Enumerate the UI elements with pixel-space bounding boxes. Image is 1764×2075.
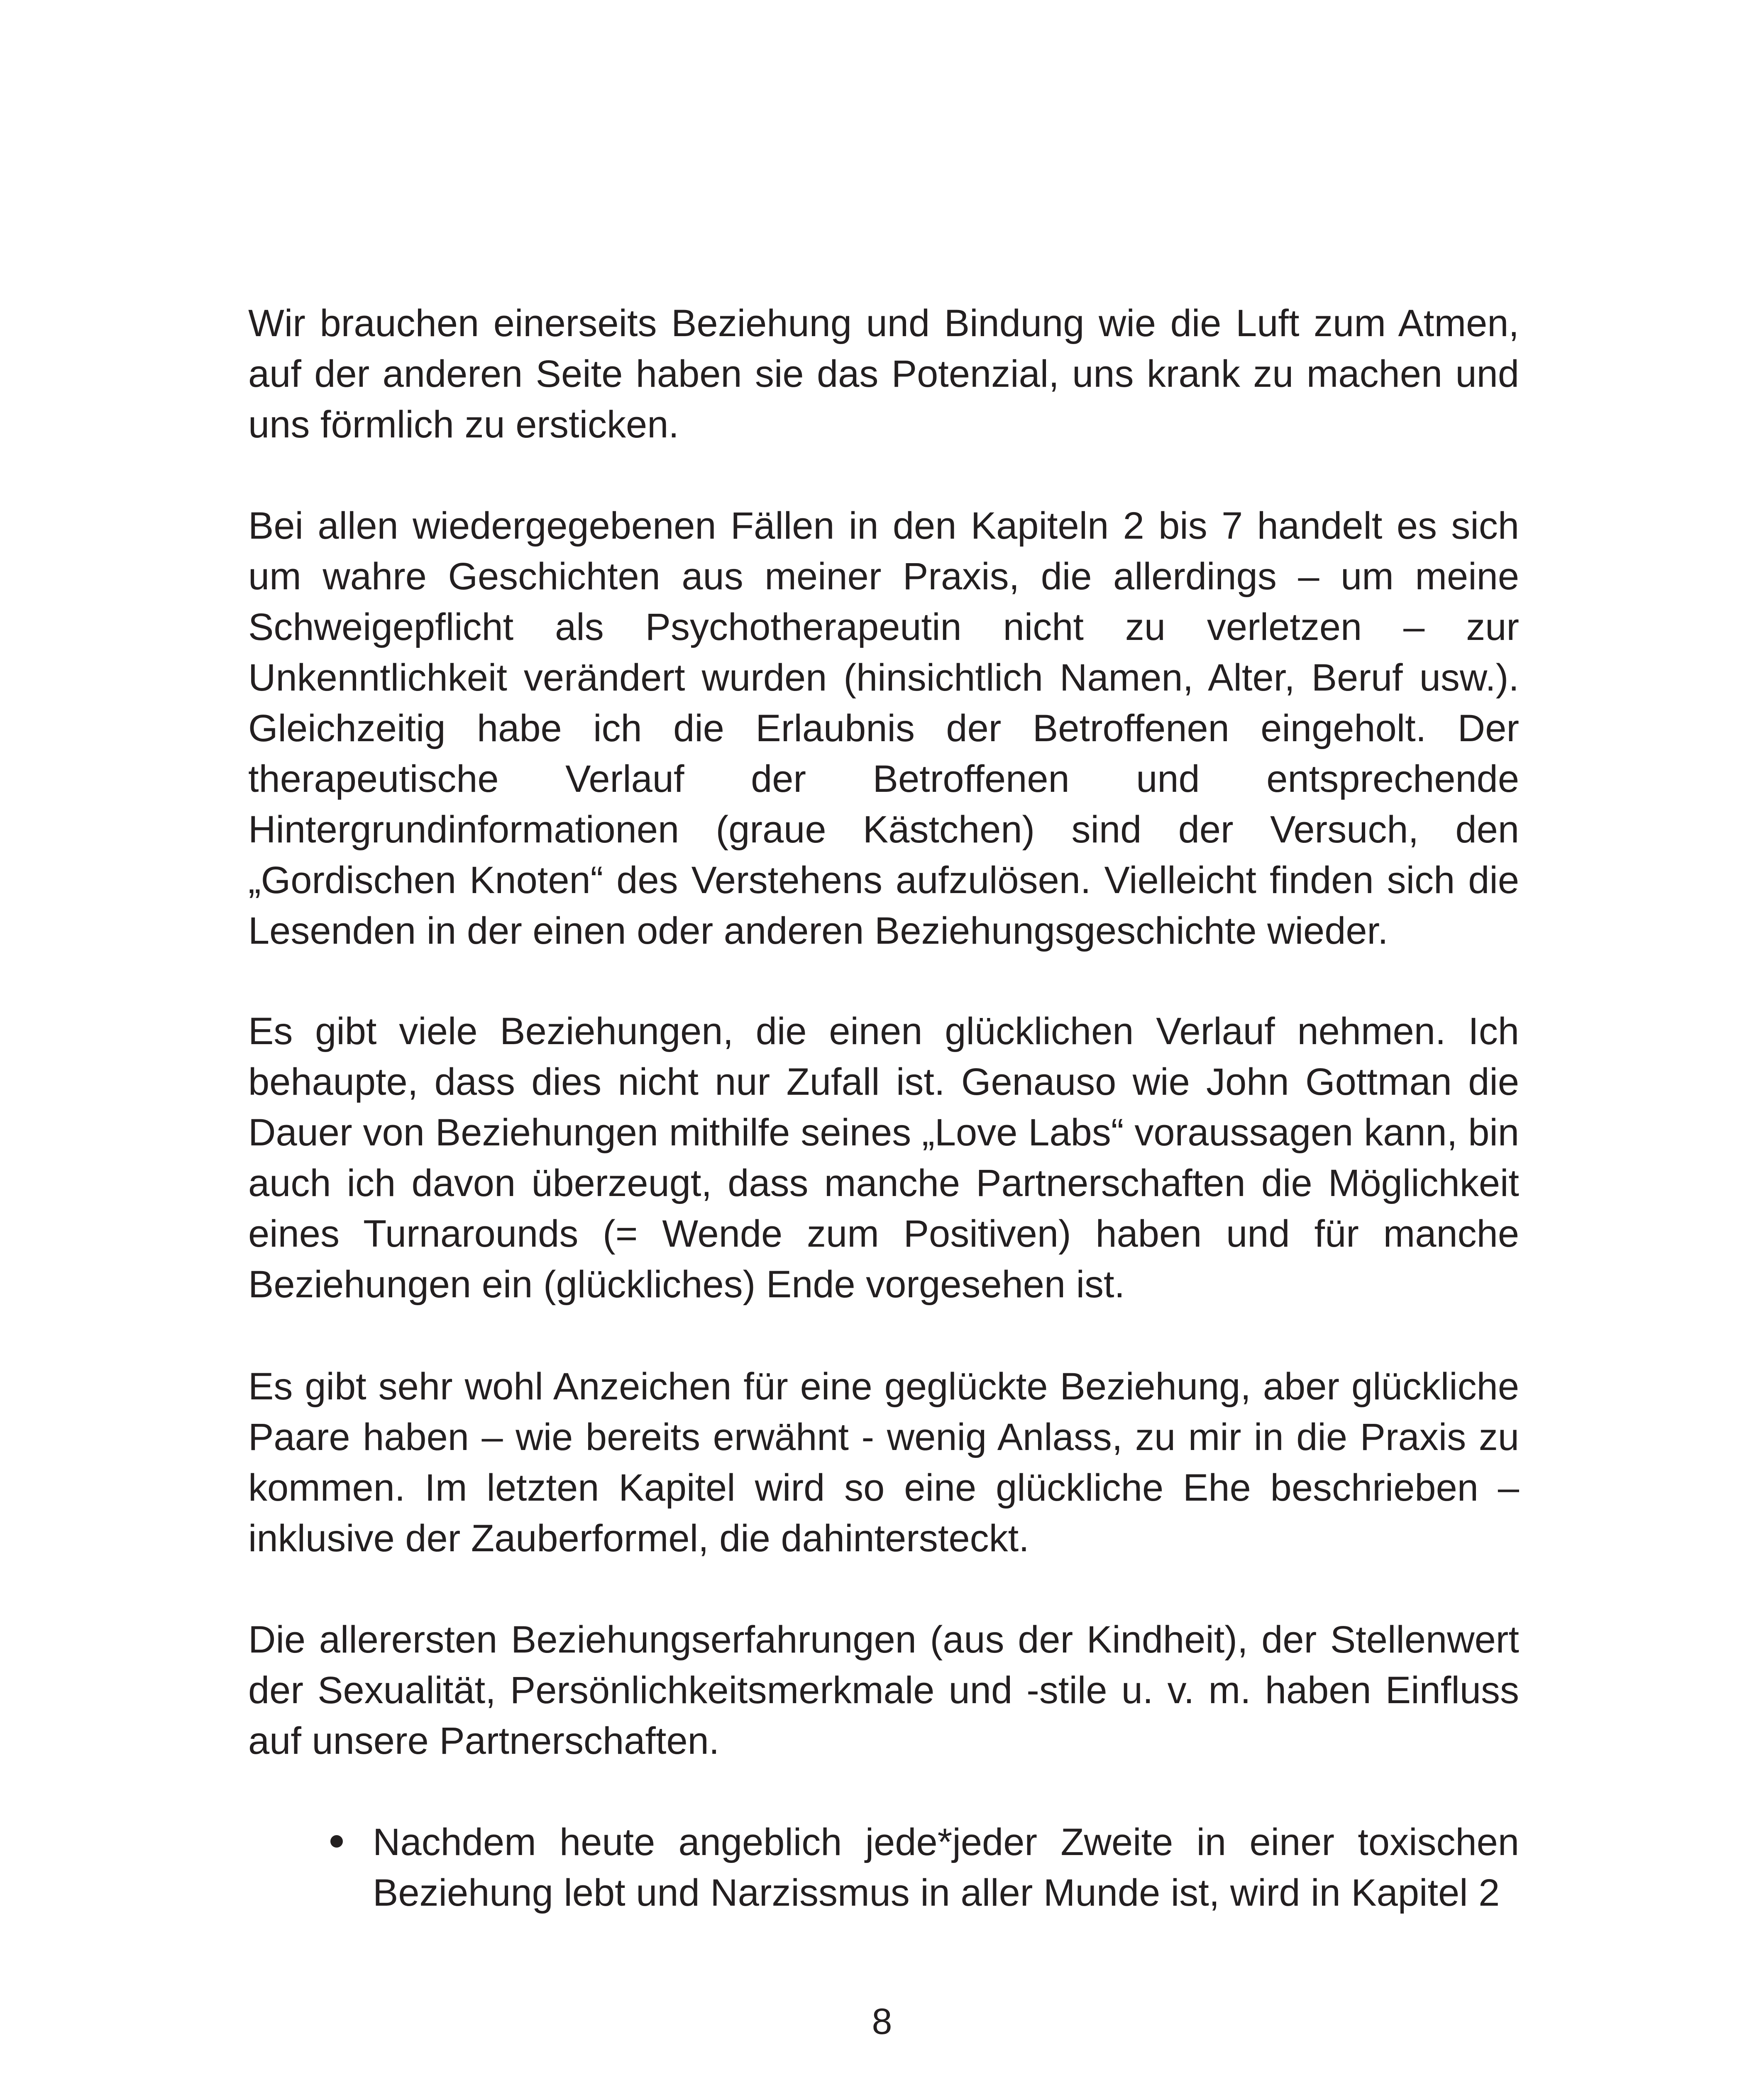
page-number: 8 [872,2001,892,2042]
bullet-dot-icon [330,1835,343,1848]
bullet-list [248,1817,1519,1918]
paragraph-4: Es gibt sehr wohl Anzeichen für eine geglückte Beziehung, aber glückliche Paare haben – wie bereits erwähnt - wenig Anlass, zu mir in die Praxis zu kommen. Im letzten Kapitel wird so eine glückliche Ehe beschrieben – inklusive der Zauberformel, die dahintersteckt. [248,1365,1519,1560]
bullet-item [248,1817,1519,1918]
paragraph-3: Es gibt viele Beziehungen, die einen glücklichen Verlauf nehmen. Ich behaupte, dass dies nicht nur Zufall ist. Genauso wie John Gottman die Dauer von Beziehungen mithilfe seines „Love Labs“ voraussagen kann, bin auch ich davon überzeugt, dass manche Partnerschaften die Möglichkeit eines Turnarounds (= Wende zum Positiven) haben und für manche Beziehungen ein (glückliches) Ende vorgesehen ist. [248,1010,1519,1306]
paragraph-5: Die allerersten Beziehungserfahrungen (aus der Kindheit), der Stellenwert der Sexualität, Persönlichkeitsmerkmale und -stile u. v. m. haben Einfluss auf unsere Partnerschaften. [248,1618,1519,1762]
bullet-text: Nachdem heute angeblich jede*jeder Zweite in einer toxischen Beziehung lebt und Narzissmus in aller Munde ist, wird in Kapitel 2 [373,1821,1519,1914]
paragraph-1: Wir brauchen einerseits Beziehung und Bindung wie die Luft zum Atmen, auf der anderen Seite haben sie das Potenzial, uns krank zu machen und uns förmlich zu ersticken. [248,302,1519,446]
paragraph-2: Bei allen wiedergegebenen Fällen in den Kapiteln 2 bis 7 handelt es sich um wahre Geschichten aus meiner Praxis, die allerdings – um meine Schweigepflicht als Psychotherapeutin nicht zu verletzen – zur Unkenntlichkeit verändert wurden (hinsichtlich Namen, Alter, Beruf usw.). Gleichzeitig habe ich die Erlaubnis der Betroffenen eingeholt. Der therapeutische Verlauf der Betroffenen und entsprechende Hintergrundinformationen (graue Kästchen) sind der Versuch, den „Gordischen Knoten“ des Verstehens aufzulösen. Vielleicht finden sich die Lesenden in der einen oder anderen Beziehungsgeschichte wieder. [248,505,1519,952]
